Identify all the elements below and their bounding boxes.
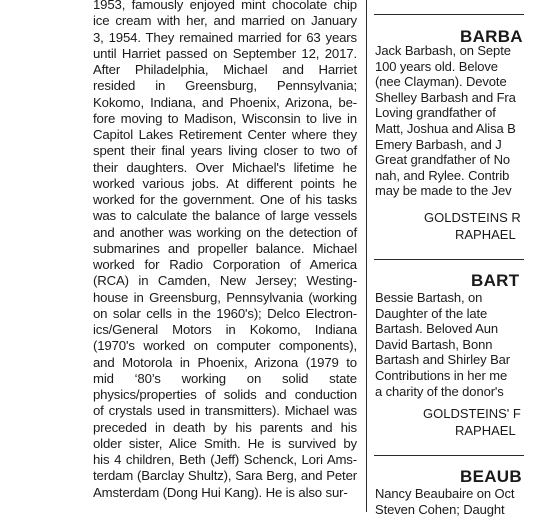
obituary-title: BART [471, 271, 520, 290]
funeral-home-line: GOLDSTEINS' F [423, 406, 521, 421]
text-line: Bartash and Shirley Bar [375, 352, 510, 368]
text-line: Loving grandfather of [375, 105, 496, 121]
funeral-home-line: RAPHAEL [455, 227, 516, 242]
text-line: After Philadelphia, Michael and Harriet [93, 62, 357, 77]
text-line: (nee Clayman). Devote [375, 74, 507, 90]
text-line: worked various jobs. At different points he [93, 175, 357, 191]
text-line: fore moving to Madison, Wisconsin to live in [93, 110, 357, 126]
obituary-body [375, 290, 510, 399]
obituary-title: BEAUB [460, 467, 522, 486]
section-rule [374, 455, 524, 456]
text-line: was to calculate the balance of large vessels [93, 208, 357, 224]
text-line: Contributions in her me [375, 367, 508, 383]
column-divider [366, 0, 367, 512]
text-line: Kokomo, Indiana, and Phoenix, Arizona, be- [93, 94, 357, 110]
text-line: worked for Radio Corporation of America [93, 257, 357, 272]
funeral-home-line: GOLDSTEINS R [424, 210, 521, 225]
text-line: Steven Cohen; Daught [375, 501, 505, 517]
text-line: 100 years old. Belove [375, 58, 498, 74]
obituary-body [375, 43, 516, 199]
text-line: Shelley Barbash and Fra [375, 89, 516, 105]
text-line: physics/properties of solids and conduction [93, 387, 357, 402]
text-line: spent their final years living closer to two of [93, 143, 357, 159]
text-line: and Motorola in Phoenix, Arizona (1979 to [93, 354, 357, 370]
text-line: preceded in death by his parents and his [93, 419, 357, 435]
text-line: nah, and Rylee. Contrib [375, 167, 510, 183]
text-line: and another was working on the detection of [93, 224, 357, 240]
text-line: of crystals used in transmitters). Michael was [93, 403, 357, 419]
text-line: mid ‘80’s working on solid state [93, 370, 357, 386]
text-line: his 4 children, Beth (Jeff) Schenck, Lori Ams- [93, 452, 357, 467]
text-line: Daughter of the late [375, 305, 488, 321]
text-line: on solar cells in the 1960's); Delco Electron- [93, 305, 357, 321]
text-line: Jack Barbash, on Septe [375, 43, 511, 58]
text-line: until Harriet passed on September 12, 2017. [93, 45, 357, 61]
text-line: a charity of the donor's [375, 383, 504, 399]
text-line: Emery Barbash, and J [375, 136, 502, 152]
text-line: (RCA) in Camden, New Jersey; Westing- [93, 273, 357, 289]
text-line: Great grandfather of No [375, 152, 511, 168]
section-rule [374, 14, 524, 15]
text-line: Bartash. Beloved Aun [375, 321, 499, 337]
text-line: may be made to the Jev [375, 183, 512, 199]
text-line: Bessie Bartash, on [375, 290, 483, 305]
text-line: older sister, Alice Smith. He is survived by [93, 435, 357, 451]
text-line: submarines and propeller balance. Michael [93, 240, 357, 256]
text-line: Nancy Beaubaire on Oct [375, 486, 515, 501]
section-rule [374, 259, 524, 260]
obituary-body [375, 486, 514, 517]
text-line: ics/General Motors in Kokomo, Indiana [93, 322, 357, 337]
text-line: Capitol Lakes Retirement Center where they [93, 127, 357, 142]
text-line: their daughters. Over Michael's lifetime he [93, 159, 357, 175]
text-line: terdam (Barclay Shultz), Sara Berg, and Peter [93, 468, 357, 484]
text-line: worked for the government. One of his tasks [93, 192, 357, 207]
text-line: 3, 1954. They remained married for 63 years [93, 29, 357, 45]
text-line: house in Greensburg, Pennsylvania (working [93, 289, 357, 305]
text-line: Amsterdam (Dong Hui Kang). He is also sur- [93, 484, 348, 500]
obituary-text-column [93, 0, 357, 501]
obituary-title: BARBA [460, 27, 523, 46]
funeral-home-line: RAPHAEL [455, 423, 516, 438]
text-line: (1970's worked on computer components), [93, 338, 357, 354]
text-line: Matt, Joshua and Alisa B [375, 120, 516, 136]
text-line: David Bartash, Bonn [375, 336, 493, 352]
text-line: 1953, famously enjoyed mint chocolate chip [93, 0, 357, 12]
text-line: resided in Greensburg, Pennsylvania; [93, 78, 357, 94]
text-line: ice cream with her, and married on January [93, 13, 357, 29]
